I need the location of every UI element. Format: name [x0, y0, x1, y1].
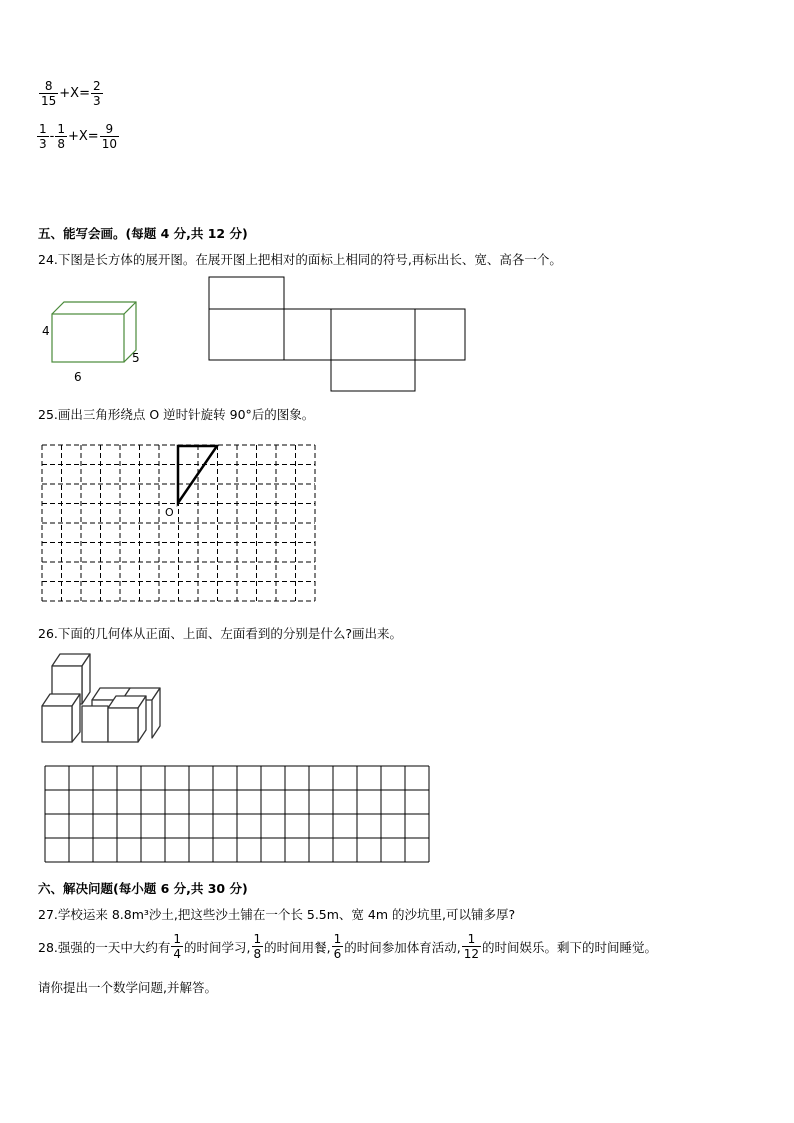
rotation-grid — [42, 445, 316, 603]
cube-solid-figure — [40, 654, 165, 746]
question-28-line2: 请你提出一个数学问题,并解答。 — [38, 980, 217, 995]
cuboid-height-label: 4 — [42, 324, 50, 338]
fraction: $\frac{1}{8}$ — [57, 122, 65, 151]
cuboid-width-label: 5 — [132, 351, 140, 365]
cuboid-net — [208, 276, 468, 394]
point-o-label: O — [165, 506, 174, 519]
question-26-text: 26.下面的几何体从正面、上面、左面看到的分别是什么?画出来。 — [38, 626, 403, 641]
question-25-text: 25.画出三角形绕点 O 逆时针旋转 90°后的图象。 — [38, 407, 315, 422]
cuboid-length-label: 6 — [74, 370, 82, 384]
fraction: $\frac{9}{10}$ — [101, 122, 117, 151]
fraction: $\frac{1}{3}$ — [39, 122, 47, 151]
equation-1: $\frac{8}{15}$ +X= $\frac{2}{3}$ — [41, 79, 101, 108]
fraction: $\frac{1}{6}$ — [333, 932, 342, 961]
answer-grid — [44, 765, 432, 863]
equation-2: $\frac{1}{3}$ - $\frac{1}{8}$ +X= $\frac{9}{10}$ — [39, 122, 117, 151]
fraction: $\frac{1}{12}$ — [463, 932, 480, 961]
question-24-text: 24.下图是长方体的展开图。在展开图上把相对的面标上相同的符号,再标出长、宽、高各一个。 — [38, 252, 562, 267]
section-6-heading: 六、解决问题(每小题 6 分,共 30 分) — [38, 881, 248, 896]
fraction: $\frac{2}{3}$ — [92, 79, 101, 108]
fraction: $\frac{1}{4}$ — [173, 932, 182, 961]
question-27-text: 27.学校运来 8.8m³沙土,把这些沙土铺在一个长 5.5m、宽 4m 的沙坑里,可以铺多厚? — [38, 907, 516, 922]
cuboid-figure — [40, 296, 150, 386]
question-28-text: 28.强强的一天中大约有 $\frac{1}{4}$ 的时间学习, $\frac{1}{8}$ 的时间用餐, $\frac{1}{6}$ 的时间参加体育活动, $\frac{1}{12}$ 的时间娱乐。剩下的时间睡觉。 — [38, 932, 658, 961]
fraction: $\frac{1}{8}$ — [253, 932, 262, 961]
fraction: $\frac{8}{15}$ — [41, 79, 57, 108]
section-5-heading: 五、能写会画。(每题 4 分,共 12 分) — [38, 226, 248, 241]
